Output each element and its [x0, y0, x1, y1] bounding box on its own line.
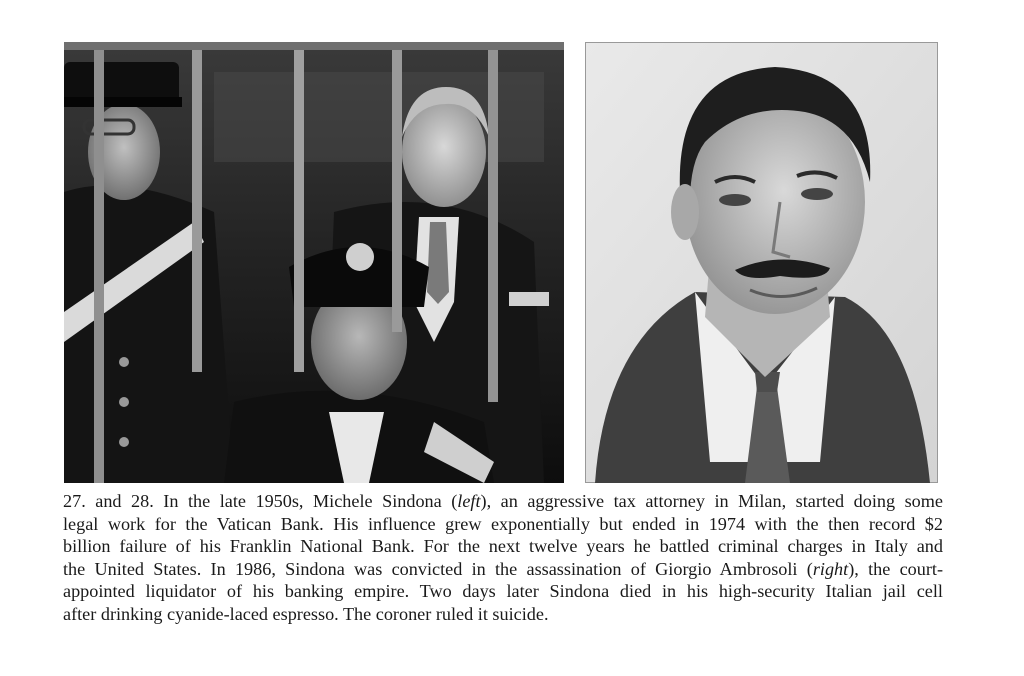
- caption-italic-right: right: [812, 558, 849, 579]
- portrait-photo-icon: [585, 42, 938, 483]
- caption-line-5: [63, 580, 943, 603]
- caption-line-6: [63, 603, 943, 626]
- caption-line-2: [63, 513, 943, 536]
- caption-italic-left: left: [457, 491, 481, 511]
- caption-line-4: [63, 558, 943, 581]
- caption-text: billion failure of his Franklin National Bank. For the next twelve years he battled criminal charges in Italy and: [63, 536, 943, 557]
- caption-line-3: [63, 535, 943, 558]
- caption-line-1: [63, 490, 943, 513]
- photo-right: [585, 42, 938, 483]
- caption-text: 27. and 28. In the late 1950s, Michele Sindona (: [63, 491, 458, 511]
- photo-left: [64, 42, 564, 483]
- caption-text: ), an aggressive tax attorney in Milan, started doing some: [480, 491, 943, 511]
- caption-text: ), the court-: [848, 558, 944, 579]
- photo-caption: [63, 490, 943, 626]
- courtroom-photo-icon: [64, 42, 564, 483]
- caption-text: the United States. In 1986, Sindona was convicted in the assassination of Giorgio Ambrosoli (: [63, 558, 813, 579]
- caption-text: legal work for the Vatican Bank. His influence grew exponentially but ended in 1974 with the then record $2: [63, 513, 943, 534]
- caption-text: after drinking cyanide-laced espresso. The coroner ruled it suicide.: [63, 603, 549, 624]
- caption-text: appointed liquidator of his banking empire. Two days later Sindona died in his high-security Italian jail cell: [63, 581, 943, 602]
